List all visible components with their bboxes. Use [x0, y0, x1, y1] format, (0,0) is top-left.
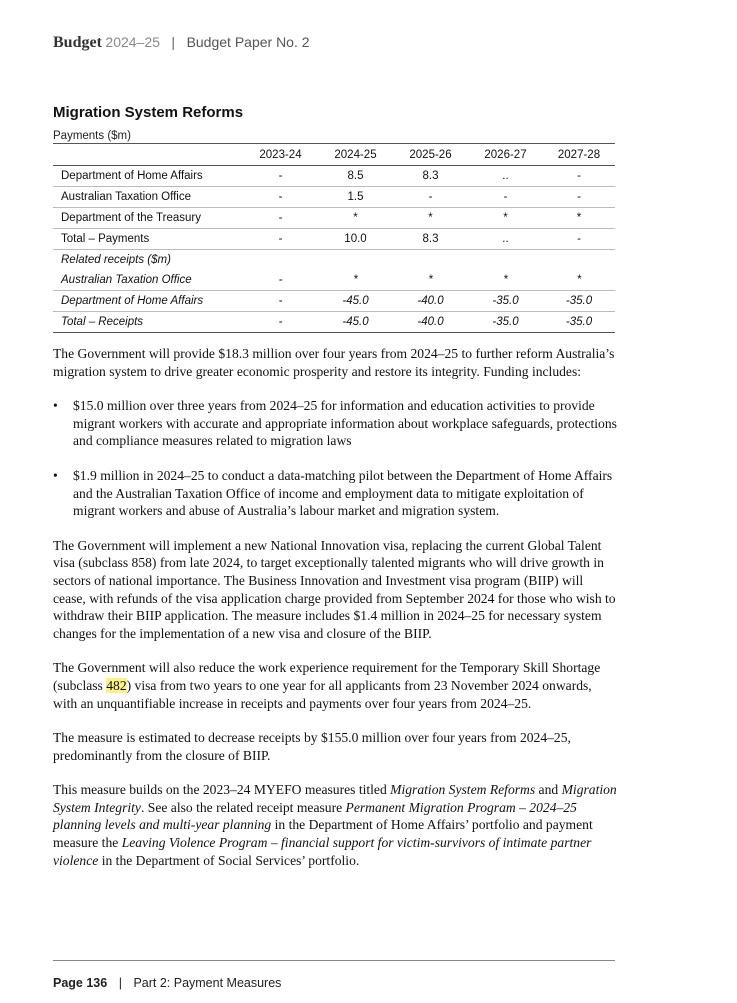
table-cell: -	[243, 270, 318, 291]
table-cell: -35.0	[468, 291, 543, 312]
paragraph: The Government will implement a new National Innovation visa, replacing the current Global Talent visa (subclass 858) from late 2024, to target exceptionally talented migrants who will drive growth in sectors of national importance. The Business Innovation and Investment visa program (BIIP) will cease, with refunds of the visa application charge provided from September 2024 for those who wish to withdraw their BIIP application. The measure includes $1.4 million in 2024–25 for necessary system changes for the implementation of a new visa and closure of the BIIP.	[53, 537, 616, 641]
measure-title: Migration System Reforms	[390, 782, 536, 798]
table-cell: -	[543, 166, 615, 187]
footer-divider	[53, 960, 615, 961]
list-item	[53, 397, 619, 450]
budget-year: 2024–25	[105, 34, 160, 50]
row-label: Related receipts ($m)	[61, 254, 171, 266]
body-text	[53, 345, 619, 886]
budget-brand: Budget	[53, 34, 102, 51]
page-number: Page 136	[53, 976, 108, 990]
measure-title: Permanent Migration Program – 2024–25 planning levels and multi-year planning	[53, 799, 577, 833]
table-cell	[318, 250, 393, 271]
column-header: 2027-28	[543, 144, 615, 166]
table-cell: *	[543, 208, 615, 229]
table-cell: *	[468, 270, 543, 291]
table-cell: *	[468, 208, 543, 229]
column-header	[53, 144, 243, 166]
paragraph-text: in the Department of Social Services’ portfolio.	[98, 852, 360, 868]
payments-table	[53, 143, 615, 333]
list-item	[53, 467, 619, 520]
table-cell: ..	[468, 166, 543, 187]
paragraph-text: ) visa from two years to one year for all applicants from 23 November 2024 onwards, with an unquantifiable increase in receipts and payments over four years from 2024–25.	[53, 677, 592, 711]
table-cell: -45.0	[318, 312, 393, 333]
paragraph: The Government will provide $18.3 million over four years from 2024–25 to further reform Australia’s migration system to drive greater economic prosperity and restore its integrity. Funding includes:	[53, 346, 615, 379]
table-cell: -	[243, 312, 318, 333]
paragraph-text: in the Department of Home Affairs’ portfolio and payment measure the	[53, 817, 593, 851]
table-cell: -40.0	[393, 312, 468, 333]
table-cell: 8.5	[318, 166, 393, 187]
table-caption: Payments ($m)	[53, 130, 131, 142]
table-cell: *	[393, 208, 468, 229]
table-cell: -40.0	[393, 291, 468, 312]
column-header: 2026-27	[468, 144, 543, 166]
table-cell: *	[543, 270, 615, 291]
table-cell: 10.0	[318, 229, 393, 250]
budget-paper-name: Budget Paper No. 2	[186, 34, 310, 50]
footer-separator: |	[118, 976, 122, 990]
table-row	[53, 229, 615, 250]
table-cell: -35.0	[468, 312, 543, 333]
table-cell: *	[318, 270, 393, 291]
paragraph-text: . See also the related receipt measure	[140, 799, 346, 815]
bullet-icon: •	[53, 467, 58, 483]
row-label: Department of the Treasury	[53, 208, 243, 229]
paragraph-text: and	[535, 782, 562, 798]
section-title: Migration System Reforms	[53, 104, 244, 121]
bullet-list	[53, 397, 619, 520]
row-label: Total – Receipts	[53, 312, 243, 333]
list-item-text: $15.0 million over three years from 2024–25 for information and education activities to provide migrant workers with accurate and appropriate information about workplace safeguards, protections and compliance measures related to migration laws	[73, 398, 617, 449]
table-row	[53, 166, 615, 187]
row-label: Total – Payments	[53, 229, 243, 250]
bullet-icon: •	[53, 398, 58, 414]
table-header-row	[53, 144, 615, 166]
column-header: 2024-25	[318, 144, 393, 166]
footer-section: Part 2: Payment Measures	[133, 976, 282, 990]
highlighted-text: 482	[106, 677, 127, 693]
paragraph	[53, 781, 619, 869]
table-cell: -	[543, 229, 615, 250]
paragraph-text: This measure builds on the 2023–24 MYEFO measures titled	[53, 782, 391, 798]
table-cell: -	[243, 166, 318, 187]
table-cell: ..	[468, 229, 543, 250]
table-cell: *	[318, 208, 393, 229]
table-cell	[468, 250, 543, 271]
table-row	[53, 208, 615, 229]
table-row	[53, 270, 615, 291]
table-cell	[393, 250, 468, 271]
table-cell: -	[243, 208, 318, 229]
measure-title: Migration System Integrity	[53, 782, 617, 815]
row-label: Australian Taxation Office	[53, 270, 243, 291]
page-footer	[53, 976, 281, 990]
table-cell: 1.5	[318, 187, 393, 208]
paragraph-text: The Government will also reduce the work experience requirement for the Temporary Skill Shortage (subclass	[53, 660, 601, 693]
table-cell: -	[243, 291, 318, 312]
table-cell: 8.3	[393, 229, 468, 250]
column-header: 2025-26	[393, 144, 468, 166]
table-cell: 8.3	[393, 166, 468, 187]
table-cell	[243, 250, 318, 271]
table-cell: -	[468, 187, 543, 208]
row-label: Australian Taxation Office	[53, 187, 243, 208]
table-cell	[543, 250, 615, 271]
table-cell: -35.0	[543, 312, 615, 333]
table-cell: -	[243, 229, 318, 250]
table-cell: -	[243, 187, 318, 208]
table-row	[53, 291, 615, 312]
paragraph	[53, 659, 619, 712]
paragraph: The measure is estimated to decrease receipts by $155.0 million over four years from 2024–25, predominantly from the closure of BIIP.	[53, 730, 571, 763]
header-separator: |	[171, 34, 176, 50]
row-label: Department of Home Affairs	[53, 291, 243, 312]
column-header: 2023-24	[243, 144, 318, 166]
table-cell: *	[393, 270, 468, 291]
measure-title: Leaving Violence Program – financial support for victim-survivors of intimate partner violence	[53, 835, 592, 868]
table-subheader-row	[53, 250, 615, 271]
table-cell: -	[543, 187, 615, 208]
page-header	[53, 34, 310, 52]
table-row	[53, 187, 615, 208]
table-cell: -	[393, 187, 468, 208]
table-cell: -45.0	[318, 291, 393, 312]
table-total-row	[53, 312, 615, 333]
table-cell: -35.0	[543, 291, 615, 312]
row-label: Department of Home Affairs	[53, 166, 243, 187]
list-item-text: $1.9 million in 2024–25 to conduct a data-matching pilot between the Department of Home Affairs and the Australian Taxation Office of income and employment data to mitigate exploitation of migrant workers and abuse of Australia’s labour market and migration system.	[73, 467, 613, 519]
